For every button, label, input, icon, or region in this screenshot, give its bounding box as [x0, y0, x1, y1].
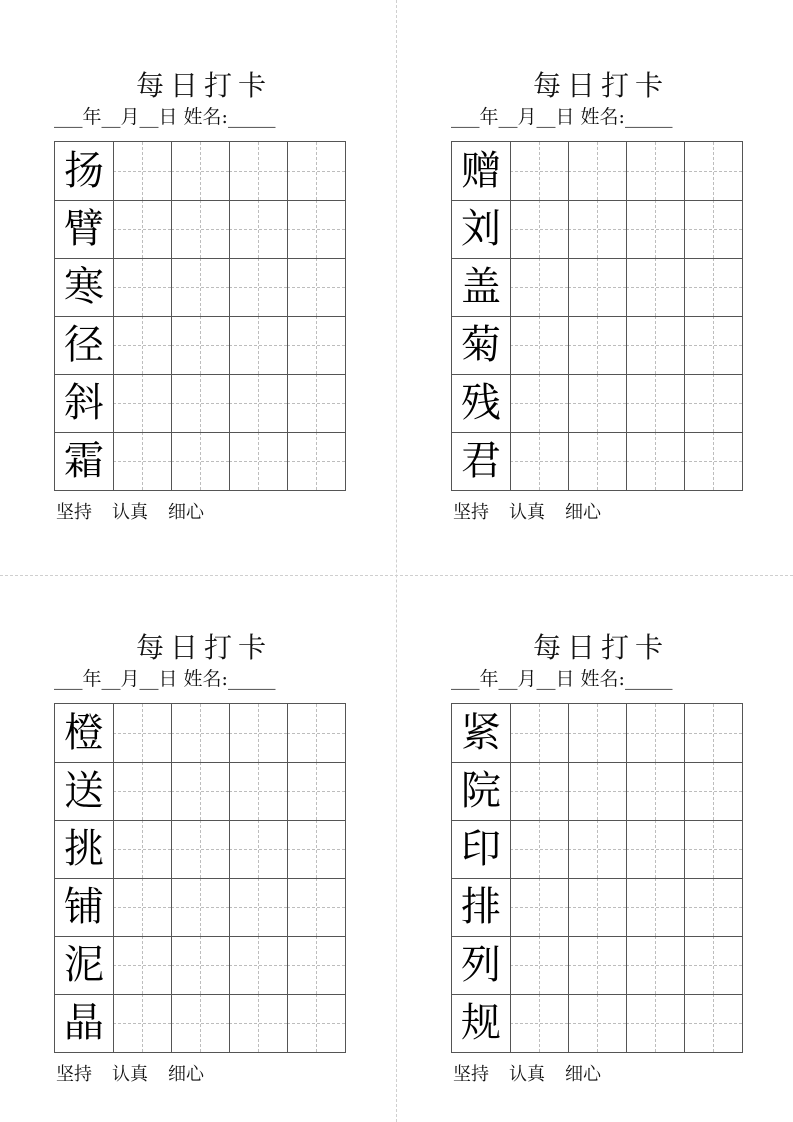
model-character: 赠: [461, 148, 501, 194]
practice-cell[interactable]: [684, 820, 742, 878]
practice-cell[interactable]: [171, 762, 229, 820]
grid-row: [55, 432, 345, 490]
practice-cell[interactable]: [684, 316, 742, 374]
writing-grid: [54, 141, 346, 491]
practice-cell[interactable]: [684, 936, 742, 994]
model-character: 君: [461, 438, 501, 484]
grid-row: [452, 374, 742, 432]
grid-row-line: [452, 994, 742, 995]
practice-cell[interactable]: [626, 200, 684, 258]
grid-row-line: [452, 432, 742, 433]
model-character: 霜: [64, 438, 104, 484]
practice-cell[interactable]: [171, 820, 229, 878]
grid-row: [452, 258, 742, 316]
model-character: 规: [461, 1000, 501, 1046]
practice-cell[interactable]: [113, 142, 171, 200]
grid-row-line: [55, 374, 345, 375]
grid-row: [55, 258, 345, 316]
practice-cell[interactable]: [113, 878, 171, 936]
practice-cell[interactable]: [626, 994, 684, 1052]
card-title: 每日打卡: [135, 631, 272, 664]
grid-row: [452, 432, 742, 490]
practice-cell[interactable]: [626, 316, 684, 374]
grid-row: [55, 994, 345, 1052]
practice-cell[interactable]: [171, 704, 229, 762]
grid-row-line: [452, 316, 742, 317]
motto-word: 认真: [509, 1064, 545, 1085]
grid-row: [55, 878, 345, 936]
practice-cell[interactable]: [568, 316, 626, 374]
practice-cell[interactable]: [113, 820, 171, 878]
grid-row-line: [55, 432, 345, 433]
date-name-line: ___年__月__日 姓名:_____: [451, 106, 673, 128]
grid-row-line: [55, 762, 345, 763]
grid-row-line: [55, 820, 345, 821]
date-name-line: ___年__月__日 姓名:_____: [54, 668, 276, 690]
grid-row: [55, 820, 345, 878]
grid-row: [452, 704, 742, 762]
model-character: 送: [64, 768, 104, 814]
practice-cell[interactable]: [510, 374, 568, 432]
motto-word: 坚持: [56, 502, 92, 523]
model-character: 寒: [64, 264, 104, 310]
card-title: 每日打卡: [135, 69, 272, 102]
card-title: 每日打卡: [532, 631, 669, 664]
practice-cell[interactable]: [287, 142, 345, 200]
practice-cell[interactable]: [684, 142, 742, 200]
practice-cell[interactable]: [113, 258, 171, 316]
grid-row: [55, 316, 345, 374]
practice-cell[interactable]: [113, 936, 171, 994]
practice-cell[interactable]: [287, 704, 345, 762]
practice-cell[interactable]: [684, 704, 742, 762]
card-footer: [56, 1062, 224, 1088]
grid-row: [55, 200, 345, 258]
practice-cell[interactable]: [229, 820, 287, 878]
practice-cell[interactable]: [171, 994, 229, 1052]
practice-cell[interactable]: [287, 762, 345, 820]
practice-cell[interactable]: [229, 994, 287, 1052]
model-character: 铺: [64, 884, 104, 930]
practice-cell[interactable]: [113, 994, 171, 1052]
practice-card: [54, 0, 354, 523]
page-divider-vertical: [396, 0, 397, 1122]
motto-word: 坚持: [453, 502, 489, 523]
practice-cell[interactable]: [229, 258, 287, 316]
grid-row: [55, 142, 345, 200]
practice-cell[interactable]: [510, 936, 568, 994]
model-character: 扬: [64, 148, 104, 194]
grid-row: [55, 762, 345, 820]
grid-row-line: [452, 878, 742, 879]
grid-row: [452, 936, 742, 994]
grid-row: [452, 820, 742, 878]
practice-cell[interactable]: [287, 258, 345, 316]
practice-cell[interactable]: [568, 762, 626, 820]
practice-cell[interactable]: [229, 878, 287, 936]
practice-cell[interactable]: [287, 994, 345, 1052]
model-character: 紧: [461, 710, 501, 756]
practice-cell[interactable]: [568, 200, 626, 258]
card-title: 每日打卡: [532, 69, 669, 102]
grid-row: [55, 704, 345, 762]
model-character: 盖: [461, 264, 501, 310]
practice-cell[interactable]: [510, 878, 568, 936]
motto-word: 认真: [112, 1064, 148, 1085]
practice-cell[interactable]: [510, 704, 568, 762]
practice-cell[interactable]: [229, 316, 287, 374]
practice-card: [451, 562, 751, 1085]
model-character: 泥: [64, 942, 104, 988]
practice-cell[interactable]: [287, 820, 345, 878]
grid-row-line: [452, 374, 742, 375]
practice-cell[interactable]: [510, 994, 568, 1052]
practice-cell[interactable]: [171, 936, 229, 994]
grid-row-line: [55, 994, 345, 995]
practice-cell[interactable]: [510, 820, 568, 878]
practice-card: [54, 562, 354, 1085]
practice-cell[interactable]: [684, 878, 742, 936]
practice-cell[interactable]: [113, 316, 171, 374]
motto-word: 细心: [565, 502, 601, 523]
grid-row: [452, 762, 742, 820]
grid-row: [55, 936, 345, 994]
practice-cell[interactable]: [229, 374, 287, 432]
practice-cell[interactable]: [510, 432, 568, 490]
practice-cell[interactable]: [171, 258, 229, 316]
writing-grid: [451, 141, 743, 491]
practice-cell[interactable]: [684, 200, 742, 258]
practice-cell[interactable]: [568, 374, 626, 432]
practice-cell[interactable]: [626, 142, 684, 200]
practice-cell[interactable]: [171, 374, 229, 432]
motto-word: 认真: [112, 502, 148, 523]
grid-row: [452, 994, 742, 1052]
model-character: 残: [461, 380, 501, 426]
grid-row: [452, 200, 742, 258]
practice-cell[interactable]: [684, 994, 742, 1052]
practice-cell[interactable]: [684, 432, 742, 490]
practice-cell[interactable]: [171, 142, 229, 200]
practice-cell[interactable]: [113, 704, 171, 762]
practice-cell[interactable]: [568, 936, 626, 994]
date-name-line: ___年__月__日 姓名:_____: [54, 106, 276, 128]
date-name-line: ___年__月__日 姓名:_____: [451, 668, 673, 690]
grid-row-line: [452, 762, 742, 763]
practice-cell[interactable]: [626, 878, 684, 936]
practice-cell[interactable]: [287, 200, 345, 258]
practice-cell[interactable]: [229, 142, 287, 200]
practice-cell[interactable]: [626, 374, 684, 432]
practice-cell[interactable]: [113, 200, 171, 258]
model-character: 排: [461, 884, 501, 930]
motto-word: 细心: [168, 502, 204, 523]
model-character: 橙: [64, 710, 104, 756]
practice-cell[interactable]: [510, 258, 568, 316]
practice-card: [451, 0, 751, 523]
practice-cell[interactable]: [171, 200, 229, 258]
motto-word: 坚持: [56, 1064, 92, 1085]
practice-cell[interactable]: [229, 704, 287, 762]
practice-cell[interactable]: [113, 432, 171, 490]
practice-cell[interactable]: [171, 432, 229, 490]
practice-cell[interactable]: [626, 820, 684, 878]
practice-cell[interactable]: [287, 936, 345, 994]
model-character: 晶: [64, 1000, 104, 1046]
grid-row-line: [55, 936, 345, 937]
practice-cell[interactable]: [229, 200, 287, 258]
grid-row-line: [55, 200, 345, 201]
grid-row-line: [55, 316, 345, 317]
practice-cell[interactable]: [684, 374, 742, 432]
card-footer: [56, 500, 224, 526]
grid-row-line: [452, 820, 742, 821]
grid-row: [55, 374, 345, 432]
grid-row-line: [55, 878, 345, 879]
card-footer: [453, 500, 621, 526]
practice-cell[interactable]: [626, 762, 684, 820]
practice-cell[interactable]: [568, 432, 626, 490]
writing-grid: [54, 703, 346, 1053]
practice-cell[interactable]: [568, 258, 626, 316]
motto-word: 细心: [565, 1064, 601, 1085]
practice-cell[interactable]: [287, 316, 345, 374]
grid-row-line: [452, 936, 742, 937]
practice-cell[interactable]: [171, 878, 229, 936]
grid-row: [452, 878, 742, 936]
model-character: 斜: [64, 380, 104, 426]
model-character: 列: [461, 942, 501, 988]
model-character: 院: [461, 768, 501, 814]
practice-cell[interactable]: [229, 432, 287, 490]
model-character: 径: [64, 322, 104, 368]
practice-cell[interactable]: [626, 936, 684, 994]
motto-word: 认真: [509, 502, 545, 523]
practice-cell[interactable]: [510, 762, 568, 820]
practice-cell[interactable]: [229, 936, 287, 994]
practice-cell[interactable]: [510, 142, 568, 200]
card-footer: [453, 1062, 621, 1088]
grid-row-line: [452, 200, 742, 201]
practice-cell[interactable]: [568, 142, 626, 200]
model-character: 刘: [461, 206, 501, 252]
practice-cell[interactable]: [229, 762, 287, 820]
motto-word: 坚持: [453, 1064, 489, 1085]
practice-cell[interactable]: [568, 704, 626, 762]
model-character: 臂: [64, 206, 104, 252]
model-character: 菊: [461, 322, 501, 368]
practice-cell[interactable]: [510, 316, 568, 374]
practice-cell[interactable]: [626, 704, 684, 762]
practice-cell[interactable]: [287, 878, 345, 936]
model-character: 挑: [64, 826, 104, 872]
motto-word: 细心: [168, 1064, 204, 1085]
practice-cell[interactable]: [568, 994, 626, 1052]
grid-row-line: [55, 258, 345, 259]
practice-cell[interactable]: [568, 878, 626, 936]
practice-cell[interactable]: [287, 432, 345, 490]
practice-cell[interactable]: [626, 258, 684, 316]
practice-cell[interactable]: [113, 374, 171, 432]
practice-cell[interactable]: [626, 432, 684, 490]
practice-cell[interactable]: [568, 820, 626, 878]
grid-row: [452, 316, 742, 374]
model-character: 印: [461, 826, 501, 872]
grid-row-line: [452, 258, 742, 259]
practice-cell[interactable]: [113, 762, 171, 820]
practice-cell[interactable]: [171, 316, 229, 374]
practice-cell[interactable]: [510, 200, 568, 258]
practice-cell[interactable]: [287, 374, 345, 432]
practice-cell[interactable]: [684, 258, 742, 316]
writing-grid: [451, 703, 743, 1053]
grid-row: [452, 142, 742, 200]
practice-cell[interactable]: [684, 762, 742, 820]
